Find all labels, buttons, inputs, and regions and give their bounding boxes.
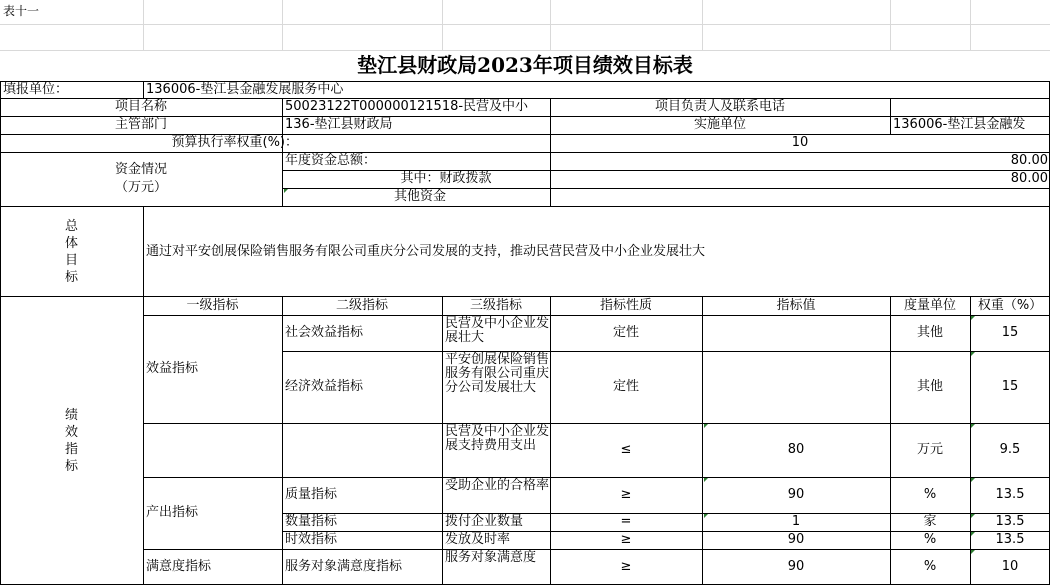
col-header-level1[interactable]: 一级指标 [186, 298, 239, 313]
sheet-label[interactable]: 表十一 [3, 4, 40, 18]
row3-level2[interactable]: 质量指标 [285, 487, 338, 502]
col-header-nature[interactable]: 指标性质 [599, 298, 652, 313]
row6-level3[interactable]: 服务对象满意度 [445, 550, 537, 565]
level1-output[interactable]: 产出指标 [146, 505, 199, 520]
funds-label[interactable] [0, 152, 282, 206]
grid-line [143, 0, 144, 50]
row4-level2[interactable]: 数量指标 [285, 514, 338, 529]
project-lead-label[interactable]: 项目负责人及联系电话 [654, 99, 785, 114]
grid-line [282, 0, 283, 50]
project-name-value[interactable]: 50023122T000000121518-民营及中小 [285, 99, 529, 114]
grid-line [550, 0, 551, 50]
row2-level2[interactable] [282, 423, 442, 477]
project-lead-value[interactable] [890, 98, 1050, 116]
funds-fiscal-value[interactable]: 80.00 [1010, 171, 1048, 186]
col-header-level2[interactable]: 二级指标 [335, 298, 388, 313]
grid-line [0, 24, 1050, 25]
row5-weight[interactable]: 13.5 [995, 532, 1025, 547]
row0-nature[interactable]: 定性 [612, 325, 639, 340]
row2-nature[interactable]: ≤ [620, 442, 632, 457]
row1-value[interactable] [702, 351, 890, 423]
col-header-value[interactable]: 指标值 [776, 298, 816, 313]
funds-label-text: 资金情况（万元） [114, 162, 167, 195]
level1-satisfaction[interactable]: 满意度指标 [146, 559, 212, 574]
row4-nature[interactable]: = [620, 514, 632, 529]
row2-value[interactable]: 80 [787, 442, 805, 457]
grid-line [890, 0, 891, 50]
row0-weight[interactable]: 15 [1001, 325, 1019, 340]
row3-value[interactable]: 90 [787, 487, 805, 502]
funds-total-value[interactable]: 80.00 [1010, 153, 1048, 168]
row0-level2[interactable]: 社会效益指标 [285, 325, 364, 340]
grid-line [970, 0, 971, 50]
row5-level3[interactable]: 发放及时率 [445, 532, 511, 547]
row3-level3[interactable]: 受助企业的合格率 [445, 478, 550, 493]
row6-unit[interactable]: % [923, 559, 937, 574]
row2-unit[interactable]: 万元 [916, 442, 943, 457]
goal-label-cell[interactable] [0, 207, 143, 296]
indicators-label-cell[interactable] [0, 297, 143, 585]
grid-line [442, 0, 443, 50]
row5-unit[interactable]: % [923, 532, 937, 547]
project-name-label[interactable]: 项目名称 [114, 99, 167, 114]
row1-unit[interactable]: 其他 [916, 379, 943, 394]
goal-text[interactable]: 通过对平安创展保险销售服务有限公司重庆分公司发展的支持，推动民营民营及中小企业发展壮大 [146, 243, 706, 259]
row0-unit[interactable]: 其他 [916, 325, 943, 340]
col-header-level3[interactable]: 三级指标 [469, 298, 522, 313]
goal-label: 总体目标 [64, 218, 78, 285]
row6-level2[interactable]: 服务对象满意度指标 [285, 559, 403, 574]
fill-unit-label[interactable]: 填报单位： [3, 81, 69, 97]
row6-nature[interactable]: ≥ [620, 559, 632, 574]
funds-other-value[interactable] [550, 188, 1050, 206]
row4-unit[interactable]: 家 [923, 514, 937, 529]
row3-nature[interactable]: ≥ [620, 487, 632, 502]
funds-other-label[interactable]: 其他资金 [393, 189, 446, 204]
budget-weight-label[interactable]: 预算执行率权重(%)： [171, 135, 298, 150]
row4-level3[interactable]: 拨付企业数量 [445, 514, 524, 529]
budget-weight-value[interactable]: 10 [791, 135, 809, 150]
indicators-label: 绩效指标 [64, 408, 78, 474]
row2-level3[interactable]: 民营及中小企业发展支持费用支出 [445, 424, 550, 453]
row1-level2[interactable]: 经济效益指标 [285, 379, 364, 394]
impl-unit-value[interactable]: 136006-垫江县金融发 [893, 117, 1026, 132]
impl-unit-label[interactable]: 实施单位 [693, 117, 746, 132]
row3-weight[interactable]: 13.5 [995, 487, 1025, 502]
col-header-weight[interactable]: 权重（%） [977, 298, 1043, 313]
row0-value[interactable] [702, 315, 890, 351]
row6-value[interactable]: 90 [787, 559, 805, 574]
row0-level3[interactable]: 民营及中小企业发展壮大 [445, 316, 550, 345]
row6-weight[interactable]: 10 [1001, 559, 1019, 574]
row5-level2[interactable]: 时效指标 [285, 532, 338, 547]
page-title[interactable]: 垫江县财政局2023年项目绩效目标表 [357, 53, 693, 77]
row1-level3[interactable]: 平安创展保险销售服务有限公司重庆分公司发展壮大 [445, 352, 550, 395]
funds-total-label[interactable]: 年度资金总额： [285, 153, 377, 168]
row5-value[interactable]: 90 [787, 532, 805, 547]
row1-weight[interactable]: 15 [1001, 379, 1019, 394]
fill-unit-value[interactable]: 136006-垫江县金融发展服务中心 [146, 81, 344, 97]
row3-unit[interactable]: % [923, 487, 937, 502]
col-header-unit[interactable]: 度量单位 [903, 298, 956, 313]
row5-nature[interactable]: ≥ [620, 532, 632, 547]
row4-value[interactable]: 1 [791, 514, 801, 529]
dept-label[interactable]: 主管部门 [114, 117, 167, 132]
row4-weight[interactable]: 13.5 [995, 514, 1025, 529]
dept-value[interactable]: 136-垫江县财政局 [285, 117, 393, 132]
funds-fiscal-label[interactable]: 其中：财政拨款 [400, 171, 492, 186]
row2-weight[interactable]: 9.5 [999, 442, 1021, 457]
grid-line [702, 0, 703, 50]
level1-benefit[interactable]: 效益指标 [146, 361, 199, 376]
row1-nature[interactable]: 定性 [612, 379, 639, 394]
